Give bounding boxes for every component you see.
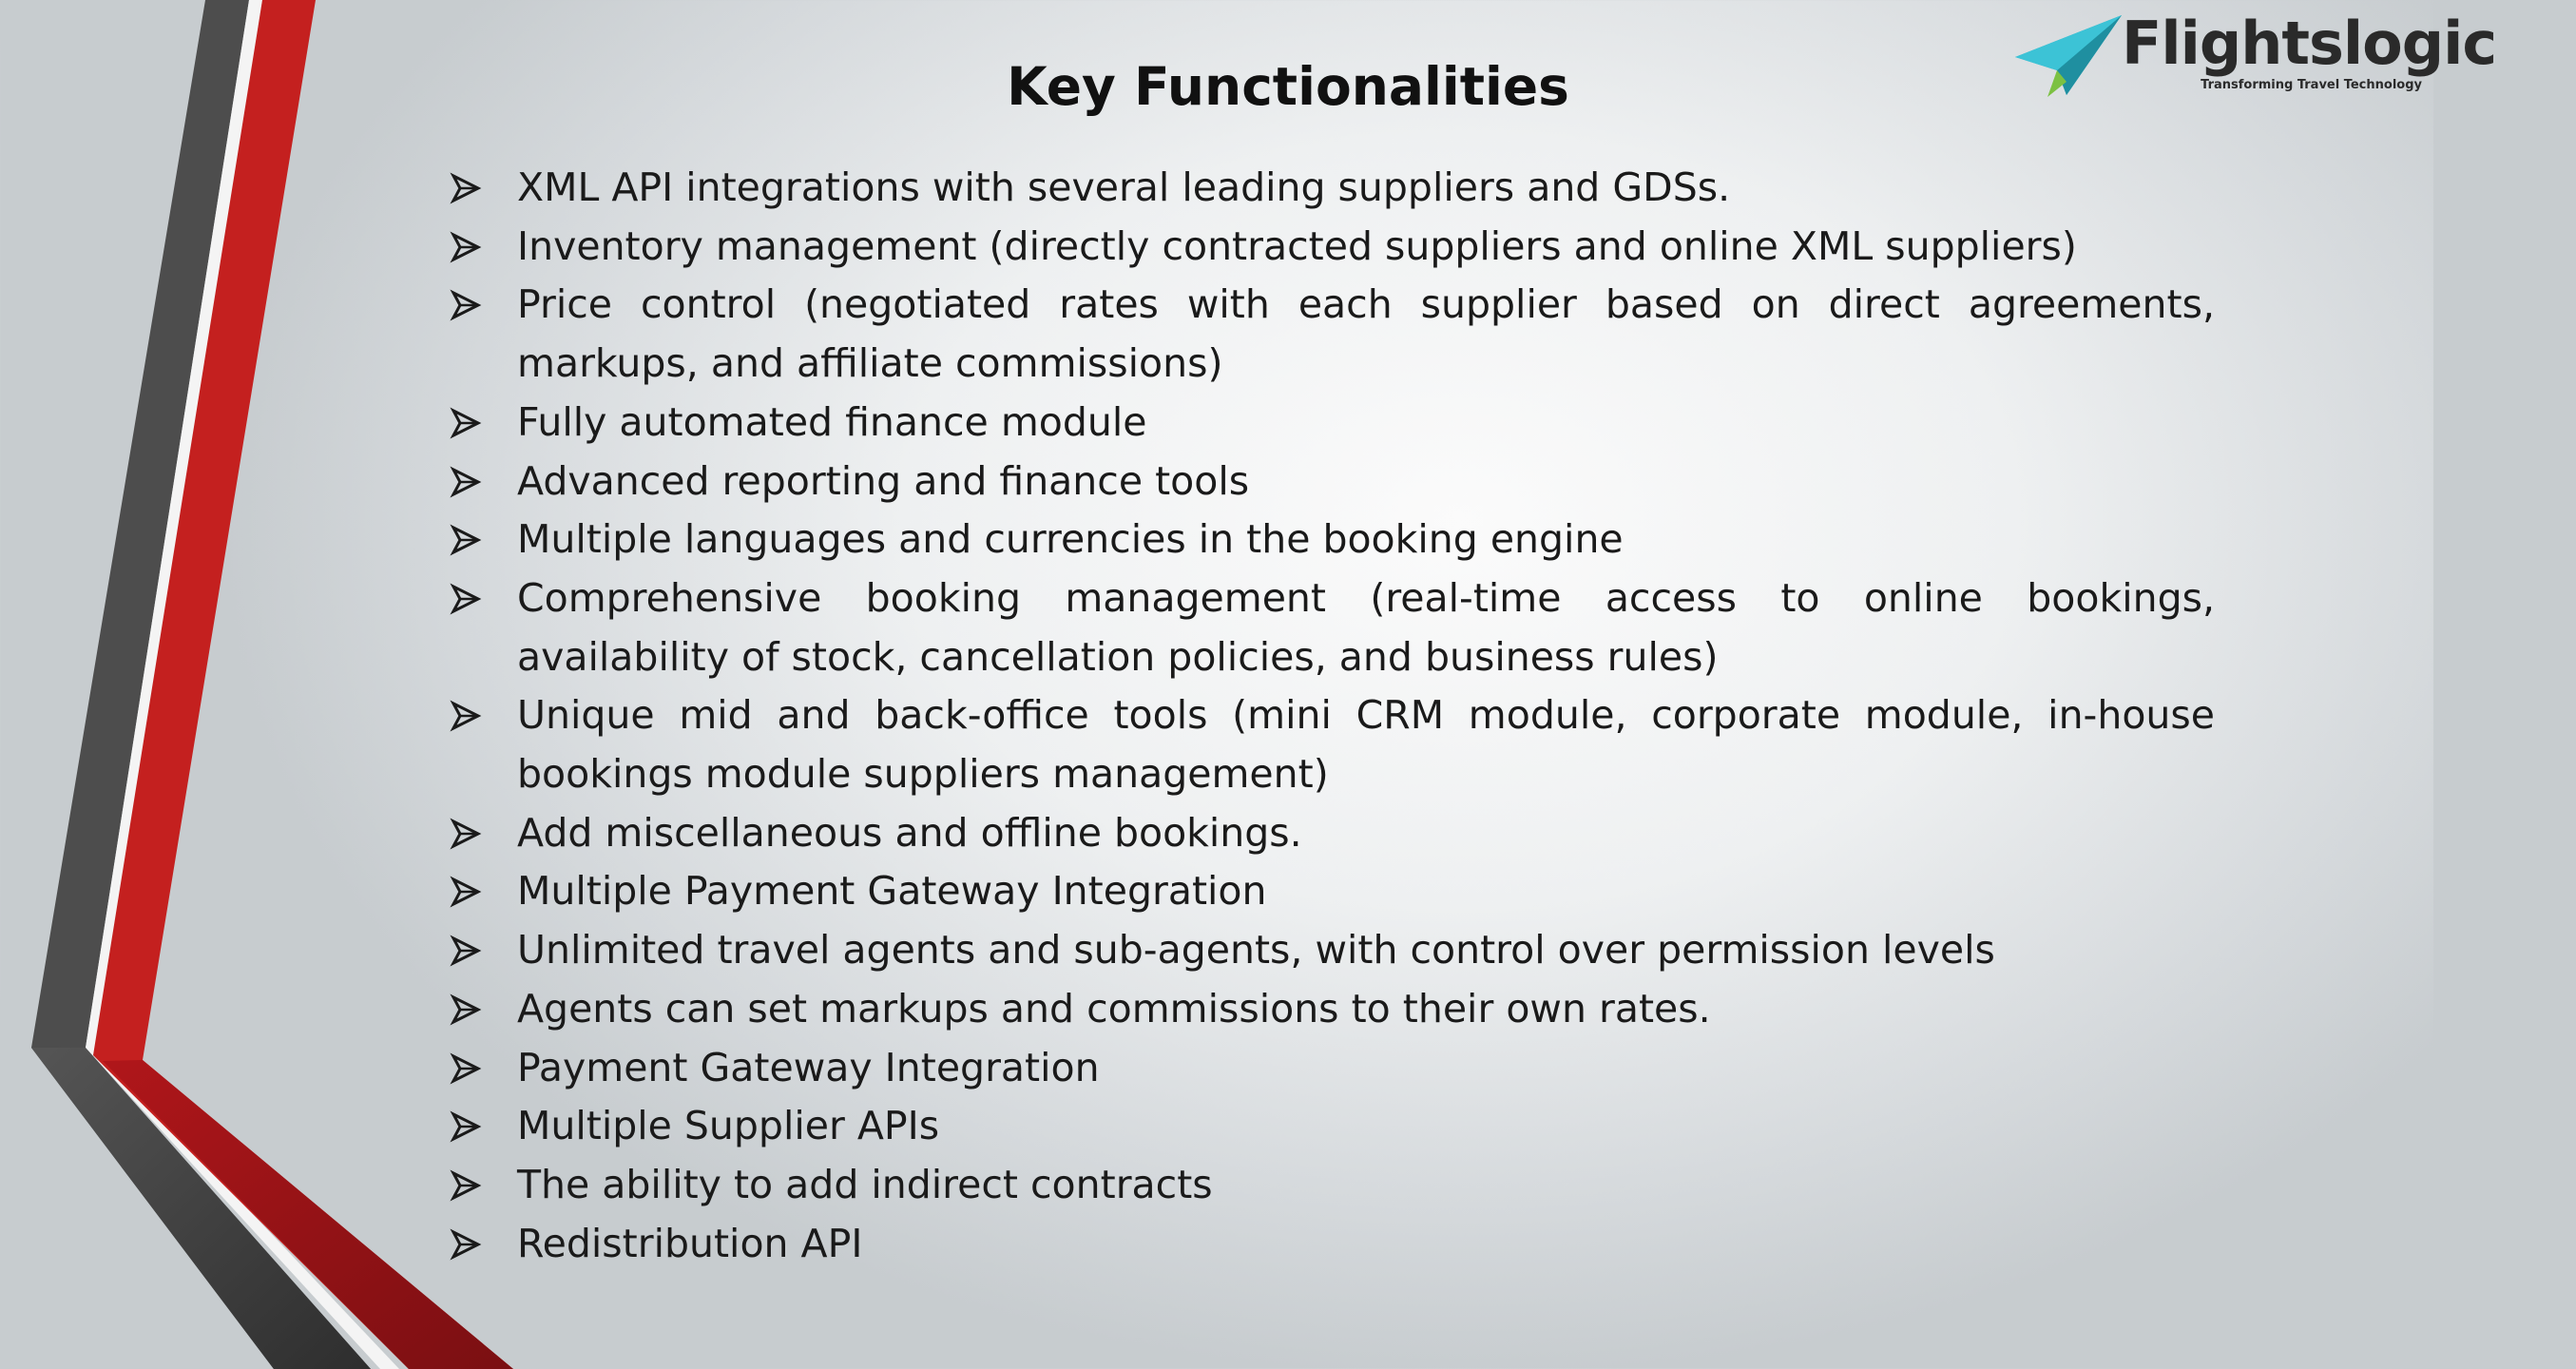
list-item-text: Unlimited travel agents and sub-agents, with control over permission levels xyxy=(517,927,1995,974)
list-item xyxy=(447,218,2215,277)
list-item xyxy=(447,276,2215,393)
arrow-bullet-icon xyxy=(452,174,480,202)
list-item-text: Inventory management (directly contracted suppliers and online XML suppliers) xyxy=(517,222,2077,269)
list-item xyxy=(447,862,2215,921)
list-item xyxy=(447,921,2215,980)
list-item xyxy=(447,980,2215,1039)
list-item-text: Fully automated finance module xyxy=(517,398,1147,445)
list-item xyxy=(447,453,2215,511)
list-item xyxy=(447,804,2215,863)
arrow-bullet-icon xyxy=(452,1112,480,1141)
arrow-bullet-icon xyxy=(452,1230,480,1259)
list-item xyxy=(447,511,2215,569)
arrow-bullet-icon xyxy=(452,526,480,554)
arrow-bullet-icon xyxy=(452,877,480,906)
grey-stripe xyxy=(31,0,371,1369)
list-item-text: Multiple Payment Gateway Integration xyxy=(517,868,1267,915)
list-item-text: Advanced reporting and finance tools xyxy=(517,457,1250,504)
list-item-text: The ability to add indirect contracts xyxy=(517,1161,1213,1207)
white-stripe xyxy=(86,0,399,1369)
lower-grey-shade xyxy=(31,1048,371,1369)
list-item-text: Multiple Supplier APIs xyxy=(517,1103,940,1149)
arrow-bullet-icon xyxy=(452,936,480,965)
arrow-bullet-icon xyxy=(452,1171,480,1200)
list-item-text: Add miscellaneous and offline bookings. xyxy=(517,809,1302,856)
list-item-text: Multiple languages and currencies in the booking engine xyxy=(517,516,1624,563)
list-item-text: Unique mid and back-office tools (mini CRM module, corporate module, in-house bookings module suppliers management) xyxy=(517,692,2215,798)
arrow-bullet-icon xyxy=(452,702,480,730)
slide-title: Key Functionalities xyxy=(1007,56,1569,117)
list-item-text: Price control (negotiated rates with each supplier based on direct agreements, markups, and affiliate commissions) xyxy=(517,281,2215,387)
arrow-bullet-icon xyxy=(452,1054,480,1083)
feature-list xyxy=(447,159,2215,1273)
list-item xyxy=(447,1215,2215,1274)
list-item xyxy=(447,569,2215,686)
list-item-text: Comprehensive booking management (real-time access to online bookings, availability of stock, cancellation policies, and business rules) xyxy=(517,574,2215,680)
arrow-bullet-icon xyxy=(452,995,480,1024)
list-item-text: Agents can set markups and commissions to their own rates. xyxy=(517,985,1711,1032)
list-item-text: Redistribution API xyxy=(517,1220,863,1266)
arrow-bullet-icon xyxy=(452,468,480,496)
brand-tagline: Transforming Travel Technology xyxy=(2201,78,2422,92)
list-item xyxy=(447,1097,2215,1156)
list-item xyxy=(447,1156,2215,1215)
arrow-bullet-icon xyxy=(452,585,480,613)
list-item-text: XML API integrations with several leading suppliers and GDSs. xyxy=(517,164,1731,210)
list-item xyxy=(447,1039,2215,1098)
arrow-bullet-icon xyxy=(452,233,480,261)
brand-name: Flightslogic xyxy=(2122,9,2497,78)
list-item xyxy=(447,159,2215,218)
arrow-bullet-icon xyxy=(452,819,480,848)
list-item xyxy=(447,686,2215,803)
arrow-bullet-icon xyxy=(452,409,480,437)
list-item-text: Payment Gateway Integration xyxy=(517,1044,1100,1090)
arrow-bullet-icon xyxy=(452,291,480,319)
list-item xyxy=(447,394,2215,453)
